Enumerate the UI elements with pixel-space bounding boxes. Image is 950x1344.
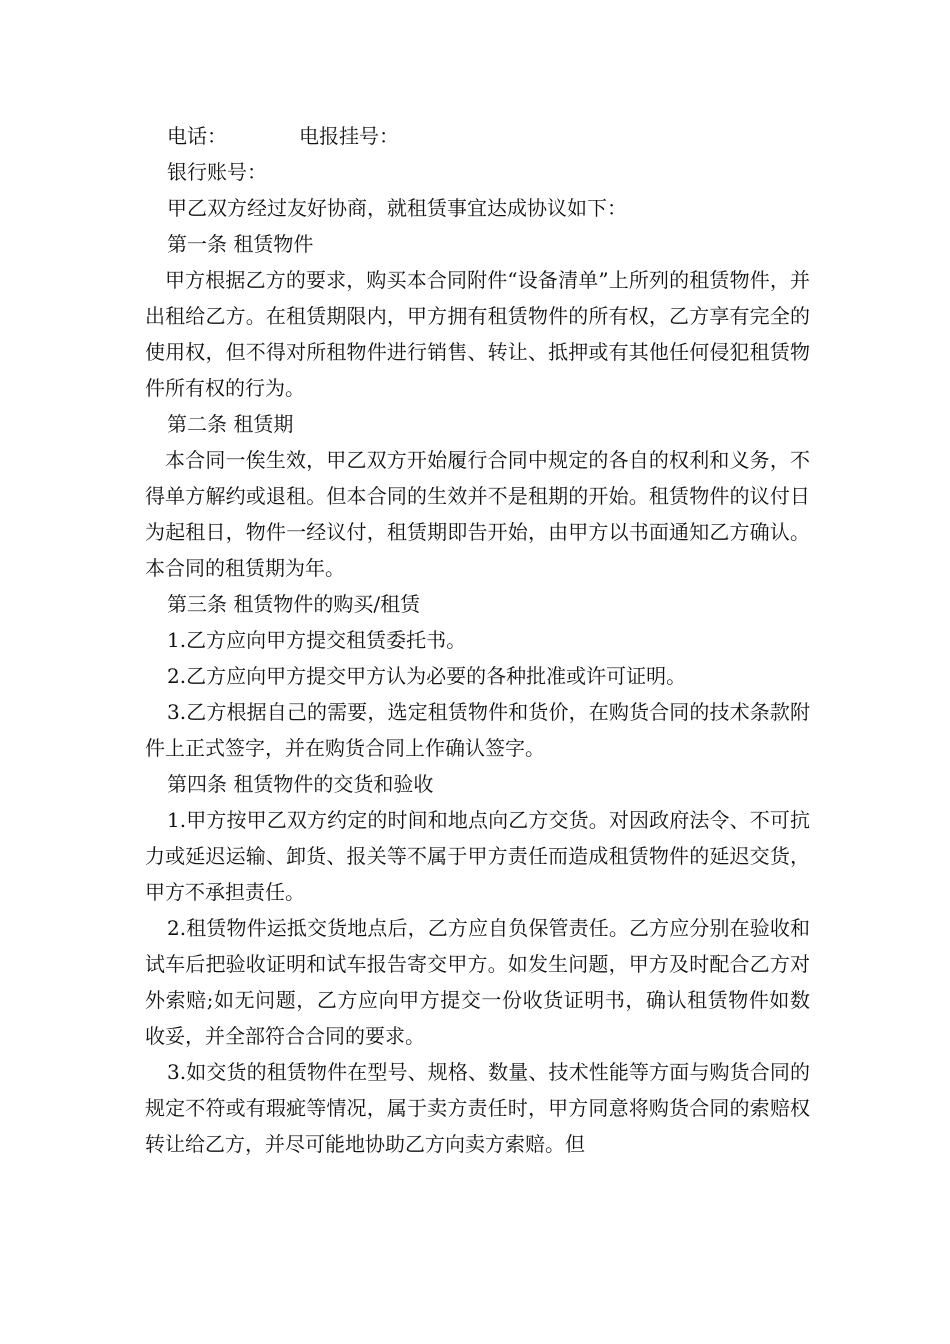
contract-body [145,118,810,1162]
bank-account-label: 银行账号： [167,160,267,184]
article-1-title: 第一条 租赁物件 [167,232,314,256]
intro-paragraph: 甲乙双方经过友好协商，就租赁事宜达成协议如下： [167,196,627,220]
article-3-item-1: 1.乙方应向甲方提交租赁委托书。 [167,628,467,652]
article-4-item-2: 2.租赁物件运抵交货地点后，乙方应自负保管责任。乙方应分别在验收和试车后把验收证明和试车报告寄交甲方。如发生问题，甲方及时配合乙方对外索赔;如无问题，乙方应向甲方提交一份收货证明书，确认租赁物件如数收妥，并全部符合合同的要求。 [145,916,810,1048]
telegram-label: 电报挂号： [299,124,399,148]
contact-row [145,118,810,154]
phone-label: 电话： [167,124,227,148]
article-3-item-3: 3.乙方根据自己的需要，选定租赁物件和货价，在购货合同的技术条款附件上正式签字，并在购货合同上作确认签字。 [145,700,810,760]
article-4-item-1: 1.甲方按甲乙双方约定的时间和地点向乙方交货。对因政府法令、不可抗力或延迟运输、卸货、报关等不属于甲方责任而造成租赁物件的延迟交货，甲方不承担责任。 [145,808,810,904]
article-3-title: 第三条 租赁物件的购买/租赁 [167,592,421,616]
article-2-paragraph: 本合同一俟生效，甲乙双方开始履行合同中规定的各自的权利和义务，不得单方解约或退租。但本合同的生效并不是租期的开始。租赁物件的议付日为起租日，物件一经议付，租赁期即告开始，由甲方以书面通知乙方确认。本合同的租赁期为年。 [145,448,810,580]
article-4-item-3: 3.如交货的租赁物件在型号、规格、数量、技术性能等方面与购货合同的规定不符或有瑕疵等情况，属于卖方责任时，甲方同意将购货合同的索赔权转让给乙方，并尽可能地协助乙方向卖方索赔。但 [145,1060,810,1156]
article-2-title: 第二条 租赁期 [167,412,294,436]
article-1-paragraph: 甲方根据乙方的要求，购买本合同附件“设备清单”上所列的租赁物件，并出租给乙方。在租赁期限内，甲方拥有租赁物件的所有权，乙方享有完全的使用权，但不得对所租物件进行销售、转让、抵押或有其他任何侵犯租赁物件所有权的行为。 [145,268,810,400]
article-4-title: 第四条 租赁物件的交货和验收 [167,772,434,796]
article-3-item-2: 2.乙方应向甲方提交甲方认为必要的各种批准或许可证明。 [167,664,687,688]
